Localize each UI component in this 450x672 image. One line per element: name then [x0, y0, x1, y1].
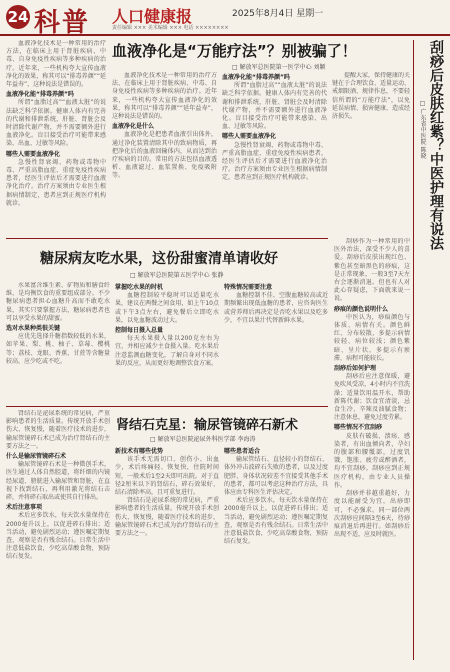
subheading: 血液净化是什么: [112, 123, 155, 131]
subheading: 术后注意事项: [6, 504, 43, 512]
issue-date: 2025年8月4日 星期一: [232, 9, 324, 19]
paragraph: 血糖控制较平稳时可以适量吃水果，建议在两餐之间食用，如上午10点或下午3点左右，避免餐后立即吃水果，以免血糖波动过大。: [115, 292, 219, 324]
article-column: [6, 410, 110, 660]
paragraph: 血糖控制不佳、空腹血糖较高或近期频繁出现低血糖的患者，应咨询医生或营养师后再决定是否吃水果以及吃多少，不宜以果汁代替新鲜水果。: [224, 292, 328, 324]
article-byline: □ 广东省中医院 陈晓: [419, 100, 426, 159]
paragraph: 所谓“血脂过高”“血液太脏”的说法缺乏科学依据。健康人体内有完善的代谢和排泄系统，肝脏、肾脏会及时清除代谢产物，并不需要额外进行血液净化。盲目接受治疗可能带来感染、出血、过敏等风险。: [222, 82, 327, 131]
article-column: [224, 446, 328, 660]
subheading: 新技术有哪些优势: [115, 448, 164, 455]
editor-info: 责任编辑 ××× 美术编辑 ××× 电话 ××××××××: [112, 25, 229, 31]
article-title: 糖尿病友吃水果，这份甜蜜清单请收好: [40, 251, 278, 267]
article-title: 肾结石克星：输尿管镜碎石新术: [116, 418, 299, 433]
subheading: 控制每日摄入总量: [115, 327, 164, 335]
article-column: [6, 40, 106, 240]
paragraph: 血液净化是把患者血液引出体外，通过净化装置清除其中的致病物质，再把净化后的血液回输体内，从而达到治疗疾病的目的。常用的方法包括血液透析、血液滤过、血浆置换、免疫吸附等。: [112, 131, 217, 180]
subheading: 刮痧后如何护理: [334, 365, 377, 373]
subheading: 选对水果种类很关键: [6, 325, 61, 333]
newspaper-logo: 人口健康报: [112, 7, 193, 26]
section-divider: [6, 238, 328, 239]
article-title-vertical: 刮痧后皮肤红紫？中医护理有说法: [428, 40, 444, 250]
article-column: [224, 282, 328, 402]
paragraph: 急慢性肾衰竭、药物或毒物中毒、严重高脂血症、重症免疫性疾病患者，经医生评估后才需要进行血液净化治疗。治疗方案须由专业医生根据病情制定，患者应到正规医疗机构就诊。: [6, 158, 106, 207]
paragraph: 刮痧后应注意保暖，避免吹风受凉，4小时内不宜洗澡；适量饮用温开水，帮助新陈代谢；饮食宜清淡，忌食生冷、辛辣及油腻食物；注意休息，避免过度劳累。: [334, 373, 410, 422]
subheading: 血液净化能“排毒养颜”吗: [222, 74, 290, 81]
column-divider: [413, 40, 414, 660]
subheading: 特殊情况需要注意: [224, 284, 273, 291]
paragraph: 刮痧并非越重越好，力度以能耐受为宜，出痧即可，不必强求。同一部位两次刮痧应间隔3至6天，待痧痕消退后再进行。如刮痧后出现不适，应及时就医。: [334, 490, 410, 539]
article-column: [6, 282, 110, 402]
subheading: 哪些人需要血液净化: [6, 150, 61, 158]
subheading: 痧痕的颜色说明什么: [334, 305, 389, 313]
section-divider: [6, 406, 328, 407]
paragraph: 术后应多饮水，每天饮水量保持在2000毫升以上，以促进碎石排出；适当活动，避免剧烈运动；遵医嘱定期复查，观察是否有残余结石。日常生活中注意低盐饮食，少吃高草酸食物，预防结石复发。: [224, 497, 328, 546]
subheading: 掌握吃水果的时机: [115, 284, 164, 291]
article-column: [332, 72, 410, 232]
article-byline: □ 解放军总医院泌尿外科医学部 李海涛: [150, 436, 256, 443]
paragraph: 血液净化技术是一种常用的治疗方法，在临床上用于肾脏疾病、中毒、自身免疫性疾病等多种疾病的治疗。近年来，一些机构夸大宣传血液净化的效果，称其可以“排毒养颜”“延年益寿”，这种说法是错误的。: [112, 72, 217, 121]
subheading: 哪些患者适合: [224, 448, 261, 455]
paragraph: 肾结石是泌尿系统的常见病，严重影响患者的生活质量。传统开放手术创伤大、恢复慢，随着医疗技术的进步，输尿管镜碎石术已成为治疗肾结石的主要方法之一。: [6, 410, 110, 450]
paragraph: 应优先选择升糖指数较低的水果，如苹果、梨、桃、柚子、草莓、樱桃等；荔枝、龙眼、香蕉、甘蔗等含糖量较高，应少吃或不吃。: [6, 333, 110, 365]
article-column: [115, 282, 219, 402]
paragraph: 刮痧作为一种常用的中医外治法，深受不少人的喜爱。刮痧后皮肤出现红色、紫色甚至暗黑色的痧痕，这是正常现象，一般3至7天左右会逐渐消退。但也有人对此心存疑虑，下面就来说一说。: [334, 238, 410, 303]
article-column: [334, 238, 410, 658]
subheading: 血液净化能“排毒养颜”吗: [6, 91, 74, 99]
article-byline: □ 解放军总医院第一医学中心 刘颖: [232, 64, 326, 71]
paragraph: 中医认为，痧痕颜色与体质、病情有关。颜色鲜红、分布较散，多提示病情较轻、病位较浅；颜色紫暗、呈片状，多提示有瘀滞，病程可能较长。: [334, 313, 410, 362]
page-number-badge: 24: [6, 5, 30, 29]
article-column: [115, 446, 219, 660]
paragraph: 输尿管镜碎石术是一种微创手术，医生通过人体自然腔道，将纤细的内镜经尿道、膀胱进入输尿管和肾脏，在直视下找到结石，再利用激光将结石击碎，并将碎石取出或使其自行排出。: [6, 461, 110, 502]
paragraph: 每天水果摄入量以200克左右为宜，并相应减少主食摄入量。吃水果后注意监测血糖变化，了解自身对不同水果的反应，从而更好地调整饮食方案。: [115, 335, 219, 367]
article-title: 血液净化是“万能疗法”？别被骗了！: [112, 42, 357, 60]
paragraph: 皮肤有破损、溃疡、感染者，有出血倾向者，孕妇的腹部和腰骶部，过度饥饿、饱胀、疲劳或醉酒者，均不宜刮痧。刮痧应到正规医疗机构，由专业人员操作。: [334, 432, 410, 489]
paragraph: 血液净化技术是一种常用的治疗方法，在临床上用于肾脏疾病、中毒、自身免疫性疾病等多种疾病的治疗。近年来，一些机构夸大宣传血液净化的效果，称其可以“排毒养颜”“延年益寿”，这种说法是错误的。: [6, 40, 106, 89]
paragraph: 输尿管结石、直径较小的肾结石、体外冲击波碎石失败的患者，以及过度肥胖、身体状况较差不宜接受其他手术的患者，都可以考虑这种治疗方法，具体应由专科医生评估决定。: [224, 456, 328, 497]
article-byline: □ 解放军总医院第五医学中心 张静: [130, 272, 224, 279]
paragraph: 该手术无需切口、创伤小、出血少，术后疼痛轻、恢复快，住院时间短，一般术后1至2天即可出院。对于直径2厘米以下的肾结石，碎石效果好、结石清除率高，且可重复进行。: [115, 456, 219, 497]
paragraph: 提醒大家，保持健康的关键在于合理饮食、适量运动、戒烟限酒、规律作息，不要轻信所谓的“万能疗法”，以免延误病情、损害健康、造成经济损失。: [332, 72, 410, 121]
paragraph: 急慢性肾衰竭、药物或毒物中毒、严重高脂血症、重症免疫性疾病患者，经医生评估后才需要进行血液净化治疗。治疗方案须由专业医生根据病情制定，患者应到正规医疗机构就诊。: [222, 141, 327, 182]
section-title: 科普: [34, 8, 91, 38]
article-column: [112, 72, 217, 232]
paragraph: 所谓“血脂过高”“血液太脏”的说法缺乏科学依据。健康人体内有完善的代谢和排泄系统，肝脏、肾脏会及时清除代谢产物，并不需要额外进行血液净化。盲目接受治疗可能带来感染、出血、过敏等风险。: [6, 99, 106, 148]
masthead: [0, 0, 450, 36]
subheading: 什么是输尿管镜碎石术: [6, 453, 67, 461]
subheading: 哪些人需要血液净化: [222, 133, 277, 141]
paragraph: 水果富含维生素、矿物质和膳食纤维，是均衡饮食的重要组成部分。不少糖尿病患者担心血糖升高而不敢吃水果，其实只要掌握方法，糖尿病患者也可以享受水果的甜蜜。: [6, 282, 110, 322]
paragraph: 肾结石是泌尿系统的常见病，严重影响患者的生活质量。传统开放手术创伤大、恢复慢，随着医疗技术的进步，输尿管镜碎石术已成为治疗肾结石的主要方法之一。: [115, 497, 219, 538]
subheading: 哪些情况不宜刮痧: [334, 424, 383, 432]
article-column: [222, 72, 327, 232]
paragraph: 术后应多饮水，每天饮水量保持在2000毫升以上，以促进碎石排出；适当活动，避免剧烈运动；遵医嘱定期复查，观察是否有残余结石。日常生活中注意低盐饮食，少吃高草酸食物，预防结石复发。: [6, 512, 110, 561]
